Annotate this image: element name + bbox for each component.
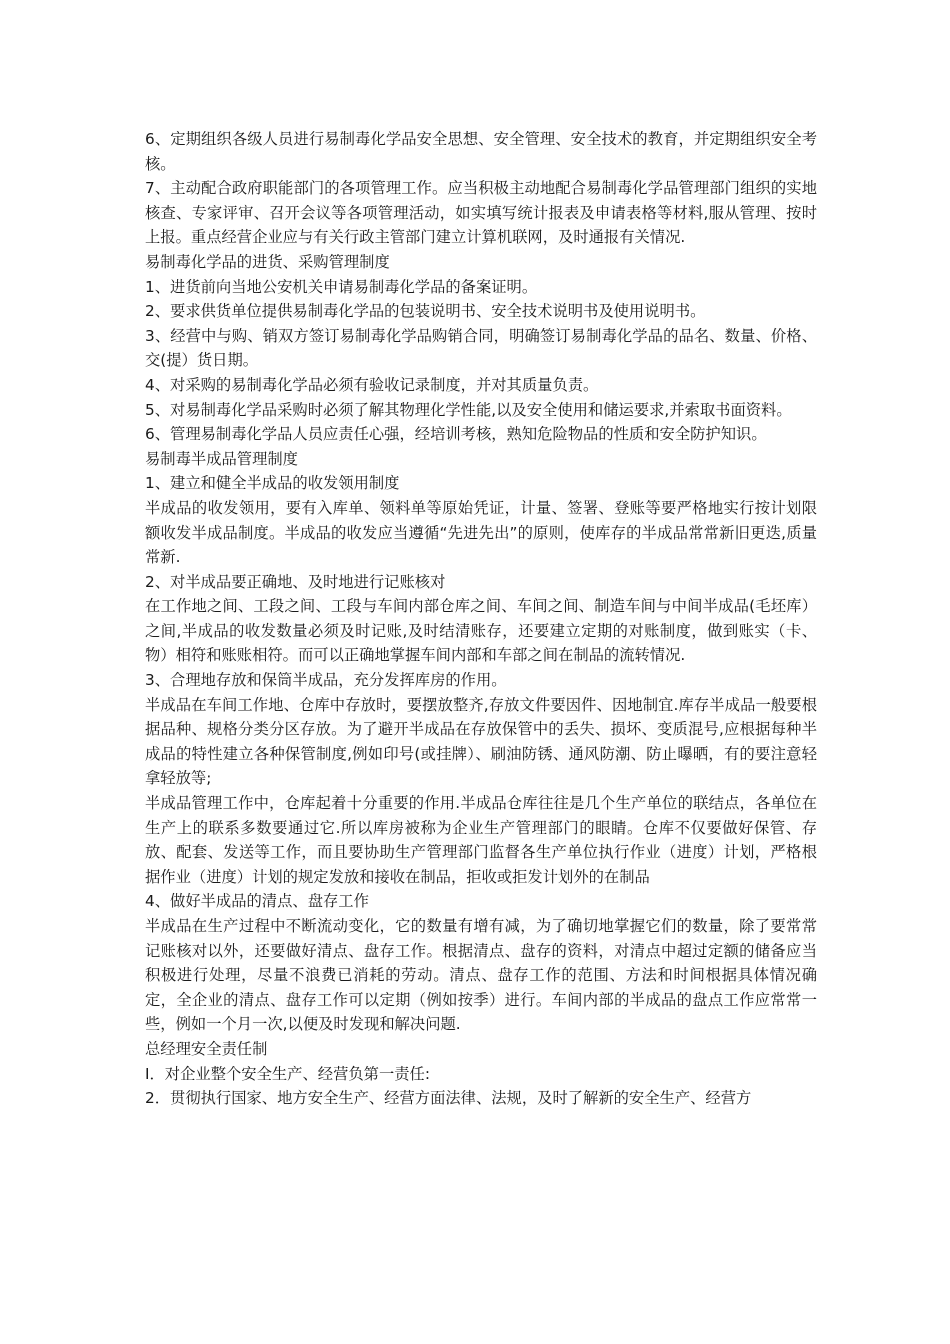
paragraph-purchase-item-5: 5、对易制毒化学品采购时必须了解其物理化学性能,以及安全使用和储运要求,并索取书面资料。 bbox=[145, 400, 792, 419]
paragraph-cooperation-item: 7、主动配合政府职能部门的各项管理工作。应当积极主动地配合易制毒化学品管理部门组织的实地核查、专家评审、召开会议等各项管理活动，如实填写统计报表及申请表格等材料,服从管理、按时上报。重点经营企业应与有关行政主管部门建立计算机联网，及时通报有关情况. bbox=[145, 179, 817, 247]
section-heading-purchase: 易制毒化学品的进货、采购管理制度 bbox=[145, 252, 390, 271]
section-heading-general-manager: 总经理安全责任制 bbox=[145, 1039, 268, 1058]
section-heading-semi-finished: 易制毒半成品管理制度 bbox=[145, 449, 298, 468]
paragraph-manager-item-2: 2．贯彻执行国家、地方安全生产、经营方面法律、法规，及时了解新的安全生产、经营方 bbox=[145, 1089, 752, 1108]
paragraph-semi-finished-2: 在工作地之间、工段之间、工段与车间内部仓库之间、车间之间、制造车间与中间半成品(毛坯库）之间,半成品的收发数量必须及时记账,及时结清账存，还要建立定期的对账制度，做到账实（卡、物）相符和账账相符。而可以正确地掌握车间内部和车部之间在制品的流转情况. bbox=[145, 597, 817, 665]
paragraph-semi-finished-3a: 半成品在车间工作地、仓库中存放时，要摆放整齐,存放文件要因件、因地制宜.库存半成品一般要根据品种、规格分类分区存放。为了避开半成品在存放保管中的丢失、损坏、变质混号,应根据每种半成品的特性建立各种保管制度,例如印号(或挂牌）、刷油防锈、通风防潮、防止曝晒，有的要注意轻拿轻放等; bbox=[145, 695, 817, 788]
paragraph-semi-finished-1: 半成品的收发领用，要有入库单、领料单等原始凭证，计量、签署、登账等要严格地实行按计划限额收发半成品制度。半成品的收发应当遵循“先进先出”的原则，使库存的半成品常常新旧更迭,质量常新. bbox=[145, 498, 817, 567]
paragraph-training-item: 6、定期组织各级人员进行易制毒化学品安全思想、安全管理、安全技术的教育，并定期组织安全考核。 bbox=[145, 130, 817, 173]
paragraph-purchase-item-1: 1、进货前向当地公安机关申请易制毒化学品的备案证明。 bbox=[145, 277, 538, 296]
paragraph-purchase-item-2: 2、要求供货单位提供易制毒化学品的包装说明书、安全技术说明书及使用说明书。 bbox=[145, 302, 706, 321]
paragraph-semi-finished-4: 半成品在生产过程中不断流动变化，它的数量有增有减，为了确切地掌握它们的数量，除了要常常记账核对以外，还要做好清点、盘存工作。根据清点、盘存的资料，对清点中超过定额的储备应当积极进行处理，尽量不浪费已消耗的劳动。清点、盘存工作的范围、方法和时间根据具体情况确定，全企业的清点、盘存工作可以定期（例如按季）进行。车间内部的半成品的盘点工作应常常一些，例如一个月一次,以便及时发现和解决问题. bbox=[145, 917, 817, 1034]
paragraph-purchase-item-3: 3、经营中与购、销双方签订易制毒化学品购销合同，明确签订易制毒化学品的品名、数量、价格、交(提）货日期。 bbox=[145, 326, 817, 370]
subheading-semi-finished-4: 4、做好半成品的清点、盘存工作 bbox=[145, 892, 369, 911]
subheading-semi-finished-3: 3、合理地存放和保筒半成品，充分发挥库房的作用。 bbox=[145, 671, 507, 690]
paragraph-purchase-item-6: 6、管理易制毒化学品人员应责任心强，经培训考核，熟知危险物品的性质和安全防护知识。 bbox=[145, 425, 767, 444]
paragraph-manager-item-1: I．对企业整个安全生产、经营负第一责任: bbox=[145, 1064, 431, 1083]
paragraph-purchase-item-4: 4、对采购的易制毒化学品必须有验收记录制度，并对其质量负责。 bbox=[145, 375, 599, 394]
subheading-semi-finished-1: 1、建立和健全半成品的收发领用制度 bbox=[145, 474, 400, 493]
document-body bbox=[145, 127, 817, 1111]
subheading-semi-finished-2: 2、对半成品要正确地、及时地进行记账核对 bbox=[145, 572, 446, 591]
paragraph-semi-finished-3b: 半成品管理工作中，仓库起着十分重要的作用.半成品仓库往往是几个生产单位的联结点，各单位在生产上的联系多数要通过它.所以库房被称为企业生产管理部门的眼睛。仓库不仅要做好保管、存放、配套、发送等工作，而且要协助生产管理部门监督各生产单位执行作业（进度）计划，严格根据作业（进度）计划的规定发放和接收在制品，拒收或拒发计划外的在制品 bbox=[145, 794, 817, 886]
